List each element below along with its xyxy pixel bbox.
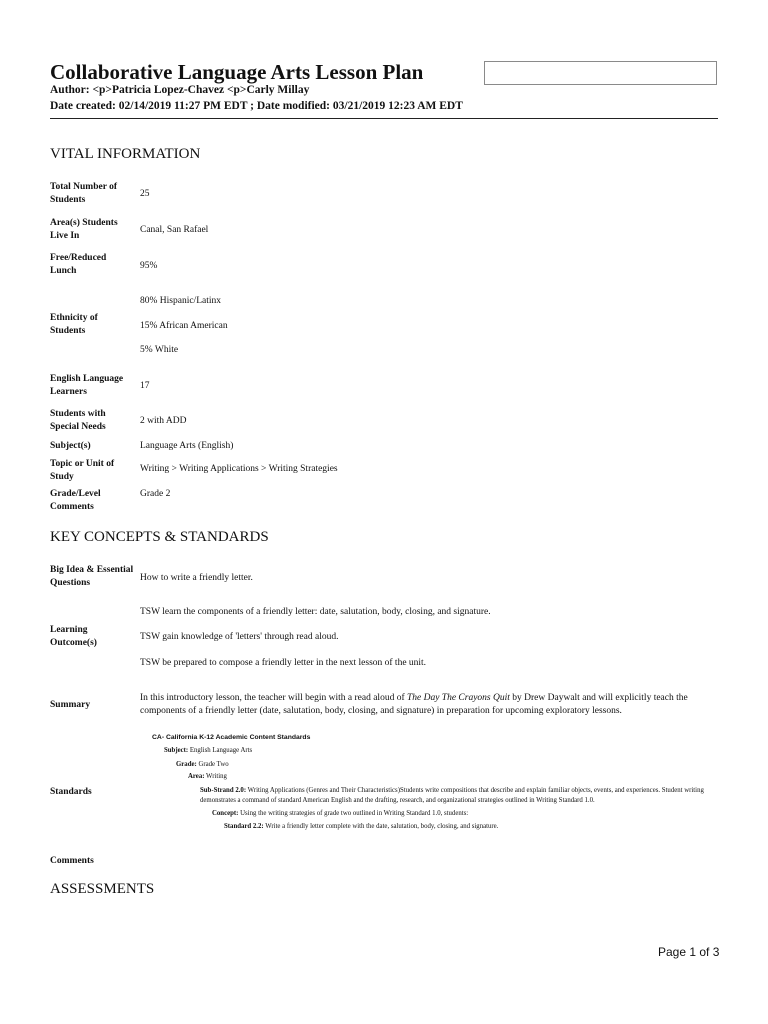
standards-grade <box>176 760 229 770</box>
summary-label: Summary <box>50 700 91 710</box>
grade-value: Grade 2 <box>140 489 171 499</box>
comments-label: Comments <box>50 856 94 866</box>
topic-value: Writing > Writing Applications > Writing Strategies <box>140 464 338 474</box>
standards-substrand-label: Sub-Strand 2.0: <box>200 787 247 794</box>
big-idea-label: Big Idea & Essential Questions <box>50 565 134 588</box>
learning-outcome-1: TSW learn the components of a friendly letter: date, salutation, body, closing, and signature. <box>140 607 491 617</box>
topic-label: Topic or Unit of Study <box>50 459 115 482</box>
standards-source-heading: CA- California K-12 Academic Content Standards <box>152 734 311 741</box>
area-value: Canal, San Rafael <box>140 225 209 235</box>
standards-grade-label: Grade: <box>176 761 197 768</box>
ethnicity-value-1: 80% Hispanic/Latinx <box>140 296 221 306</box>
subject-value: Language Arts (English) <box>140 441 234 451</box>
summary-text-pre: In this introductory lesson, the teacher will begin with a read aloud of <box>140 693 407 703</box>
header-divider <box>50 118 718 119</box>
learning-outcome-2: TSW gain knowledge of 'letters' through read aloud. <box>140 632 339 642</box>
lunch-value: 95% <box>140 261 158 271</box>
standards-area-label: Area: <box>188 773 205 780</box>
standards-concept-label: Concept: <box>212 810 239 817</box>
standards-substrand <box>200 786 720 806</box>
ell-value: 17 <box>140 381 150 391</box>
area-label: Area(s) Students Live In <box>50 218 118 241</box>
date-line: Date created: 02/14/2019 11:27 PM EDT ; Date modified: 03/21/2019 12:23 AM EDT <box>50 100 463 112</box>
standards-substrand-value: Writing Applications (Genres and Their Characteristics)Students write compositions that describe and explain familiar objects, events, and experiences. Student writing demonstrates a command of standard American English and the drafting, research, and organizational strategies outlined in Writing Standard 1.0. <box>200 787 704 804</box>
vital-information-heading: VITAL INFORMATION <box>50 146 201 162</box>
standards-subject-value: English Language Arts <box>188 747 253 754</box>
page-number: Page 1 of 3 <box>658 945 720 959</box>
standards-area-value: Writing <box>204 773 227 780</box>
ethnicity-value-2: 15% African American <box>140 321 228 331</box>
ethnicity-label: Ethnicity of Students <box>50 313 98 336</box>
summary-text <box>140 692 720 718</box>
header-input-box[interactable] <box>484 61 717 85</box>
total-students-value: 25 <box>140 189 150 199</box>
page-title: Collaborative Language Arts Lesson Plan <box>50 60 424 84</box>
special-needs-label: Students with Special Needs <box>50 409 106 432</box>
summary-text-post: by Drew Daywalt and will explicitly teach the components of a friendly letter (date, salutation, body, closing, and signature) in preparation for upcoming exploratory lessons. <box>140 693 688 716</box>
standards-subject-label: Subject: <box>164 747 189 754</box>
book-title: The Day The Crayons Quit <box>406 693 510 703</box>
ethnicity-value-3: 5% White <box>140 345 179 355</box>
standards-standard-value: Write a friendly letter complete with the date, salutation, body, closing, and signature. <box>263 823 499 830</box>
learning-outcome-3: TSW be prepared to compose a friendly letter in the next lesson of the unit. <box>140 658 427 668</box>
standards-area <box>188 772 227 782</box>
standards-concept-value: Using the writing strategies of grade two outlined in Writing Standard 1.0, students: <box>238 810 469 817</box>
standards-concept <box>212 809 468 819</box>
standards-grade-value: Grade Two <box>196 761 229 768</box>
author-line: Author: <p>Patricia Lopez-Chavez <p>Carly Millay <box>50 84 310 96</box>
lunch-label: Free/Reduced Lunch <box>50 253 107 276</box>
learning-outcomes-label: Learning Outcome(s) <box>50 625 97 648</box>
standards-standard <box>224 822 498 832</box>
subject-label: Subject(s) <box>50 441 91 451</box>
standards-subject <box>164 746 252 756</box>
assessments-heading: ASSESSMENTS <box>50 881 155 897</box>
key-concepts-heading: KEY CONCEPTS & STANDARDS <box>50 529 269 545</box>
special-needs-value: 2 with ADD <box>140 416 187 426</box>
total-students-label: Total Number of Students <box>50 182 118 205</box>
ell-label: English Language Learners <box>50 374 124 397</box>
standards-standard-label: Standard 2.2: <box>224 823 264 830</box>
grade-label: Grade/Level Comments <box>50 489 101 512</box>
big-idea-value: How to write a friendly letter. <box>140 573 253 583</box>
standards-label: Standards <box>50 787 92 797</box>
